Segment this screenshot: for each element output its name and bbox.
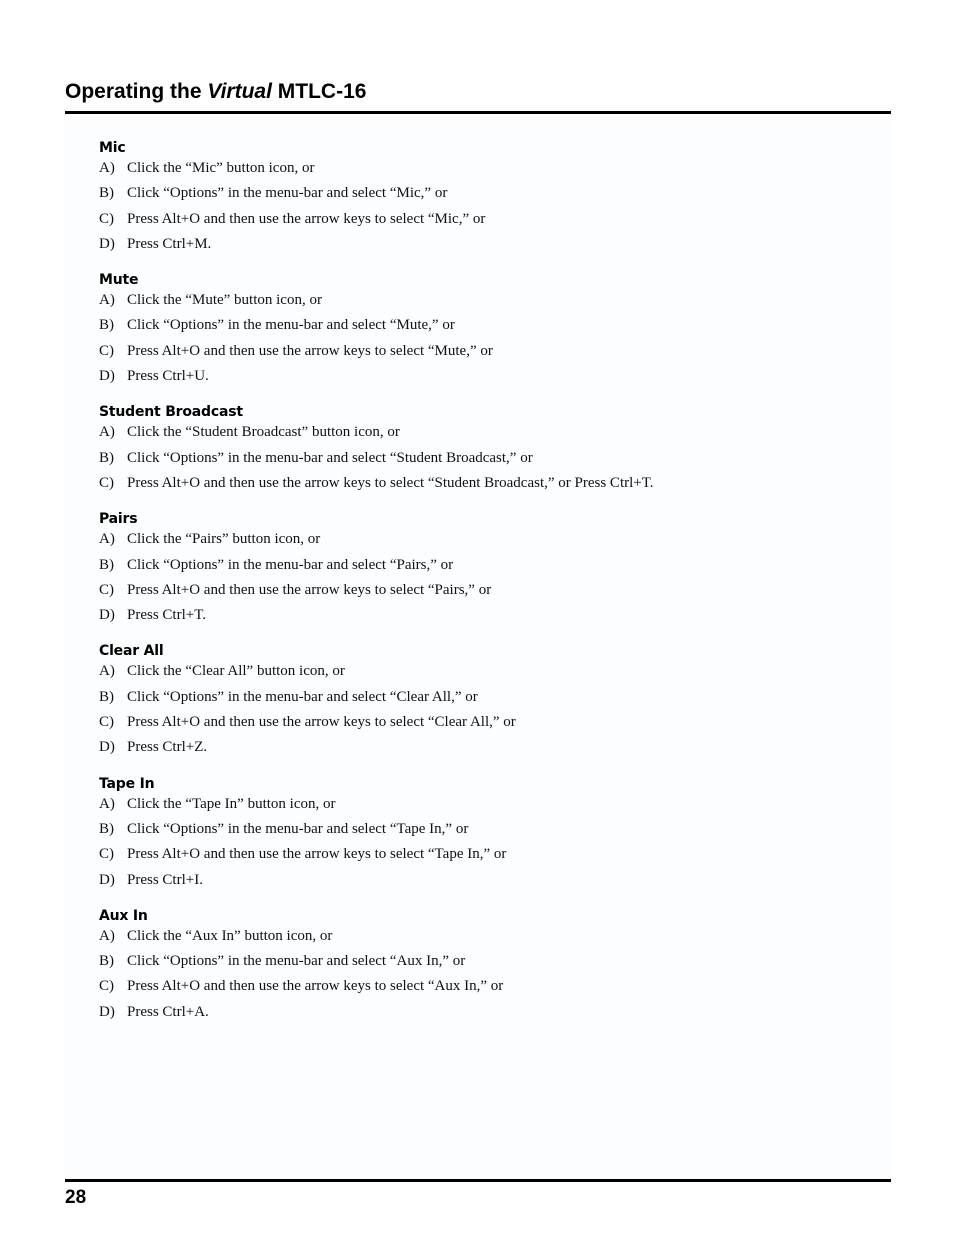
- item-text: Click the “Student Broadcast” button icon, or: [127, 424, 400, 441]
- item-text: Click the “Pairs” button icon, or: [127, 531, 321, 548]
- list-item: [99, 688, 879, 713]
- section-title: Tape In: [99, 775, 155, 792]
- item-marker: D): [99, 1003, 115, 1020]
- list-item: [99, 977, 879, 1002]
- section-aux-in: [99, 907, 879, 1028]
- page-number: 28: [65, 1187, 87, 1208]
- item-marker: D): [99, 607, 115, 624]
- item-text: Click “Options” in the menu-bar and select “Clear All,” or: [127, 688, 478, 705]
- item-text: Click the “Tape In” button icon, or: [127, 795, 336, 812]
- item-marker: B): [99, 556, 114, 573]
- page-title-suffix: MTLC-16: [271, 80, 367, 103]
- list-item: [99, 291, 879, 316]
- list-item: [99, 210, 879, 235]
- item-marker: D): [99, 871, 115, 888]
- item-marker: B): [99, 953, 114, 970]
- list-item: [99, 820, 879, 845]
- item-text: Press Alt+O and then use the arrow keys to select “Student Broadcast,” or Press Ctrl+T.: [127, 474, 654, 491]
- page-title: [65, 78, 891, 106]
- list-item: [99, 316, 879, 341]
- section-title: Student Broadcast: [99, 404, 243, 421]
- list-item: [99, 845, 879, 870]
- item-text: Click the “Aux In” button icon, or: [127, 927, 333, 944]
- item-marker: A): [99, 292, 115, 309]
- item-marker: B): [99, 185, 114, 202]
- list-item: [99, 713, 879, 738]
- list-item: [99, 606, 879, 631]
- list-item: [99, 662, 879, 687]
- page-title-prefix: Operating the: [65, 80, 208, 103]
- list-item: [99, 927, 879, 952]
- list-item: [99, 952, 879, 977]
- item-text: Click “Options” in the menu-bar and select “Mic,” or: [127, 185, 448, 202]
- item-text: Click the “Mute” button icon, or: [127, 292, 322, 309]
- item-text: Press Alt+O and then use the arrow keys to select “Tape In,” or: [127, 846, 507, 863]
- item-marker: C): [99, 978, 114, 995]
- item-marker: A): [99, 160, 115, 176]
- item-text: Press Ctrl+M.: [127, 235, 212, 252]
- list-item: [99, 235, 879, 260]
- item-marker: C): [99, 714, 114, 731]
- item-marker: C): [99, 846, 114, 863]
- section-title: Clear All: [99, 643, 164, 660]
- list-item: [99, 1003, 879, 1028]
- item-text: Click “Options” in the menu-bar and select “Aux In,” or: [127, 953, 466, 970]
- item-marker: D): [99, 235, 115, 252]
- item-text: Click “Options” in the menu-bar and select “Pairs,” or: [127, 556, 454, 573]
- item-text: Click “Options” in the menu-bar and select “Tape In,” or: [127, 820, 469, 837]
- list-item: [99, 367, 879, 392]
- item-marker: A): [99, 795, 115, 812]
- section-mute: [99, 271, 879, 392]
- item-text: Click the “Mic” button icon, or: [127, 160, 315, 176]
- section-title: Mute: [99, 272, 139, 289]
- item-marker: A): [99, 663, 115, 680]
- section-clear-all: [99, 642, 879, 763]
- page-header: [65, 78, 891, 114]
- item-text: Click “Options” in the menu-bar and select “Mute,” or: [127, 317, 455, 334]
- list-item: [99, 184, 879, 209]
- section-pairs: [99, 510, 879, 631]
- item-text: Click “Options” in the menu-bar and select “Student Broadcast,” or: [127, 449, 533, 466]
- list-item: [99, 342, 879, 367]
- content-panel: [65, 117, 891, 1179]
- item-marker: B): [99, 820, 114, 837]
- section-mic: [99, 139, 879, 260]
- section-title: Aux In: [99, 907, 148, 924]
- page-footer: [65, 1179, 891, 1210]
- item-marker: D): [99, 739, 115, 756]
- section-tape-in: [99, 775, 879, 896]
- item-text: Press Alt+O and then use the arrow keys to select “Mic,” or: [127, 210, 486, 227]
- item-marker: C): [99, 210, 114, 227]
- list-item: [99, 159, 879, 184]
- item-text: Press Alt+O and then use the arrow keys to select “Pairs,” or: [127, 581, 492, 598]
- item-text: Press Ctrl+I.: [127, 871, 203, 888]
- item-marker: C): [99, 581, 114, 598]
- list-item: [99, 474, 879, 499]
- list-item: [99, 581, 879, 606]
- section-title: Pairs: [99, 511, 138, 528]
- item-marker: C): [99, 342, 114, 359]
- item-text: Press Alt+O and then use the arrow keys to select “Clear All,” or: [127, 714, 516, 731]
- list-item: [99, 530, 879, 555]
- page-title-italic: Virtual: [207, 80, 272, 103]
- item-text: Press Alt+O and then use the arrow keys to select “Aux In,” or: [127, 978, 504, 995]
- item-text: Press Alt+O and then use the arrow keys to select “Mute,” or: [127, 342, 493, 359]
- sections-list: [99, 139, 879, 1039]
- list-item: [99, 871, 879, 896]
- item-marker: C): [99, 474, 114, 491]
- item-marker: A): [99, 927, 115, 944]
- item-text: Click the “Clear All” button icon, or: [127, 663, 345, 680]
- list-item: [99, 556, 879, 581]
- item-text: Press Ctrl+U.: [127, 368, 209, 385]
- item-marker: D): [99, 368, 115, 385]
- item-marker: B): [99, 317, 114, 334]
- item-text: Press Ctrl+Z.: [127, 739, 208, 756]
- section-title: Mic: [99, 140, 126, 156]
- item-text: Press Ctrl+A.: [127, 1003, 209, 1020]
- item-text: Press Ctrl+T.: [127, 607, 207, 624]
- list-item: [99, 795, 879, 820]
- list-item: [99, 423, 879, 448]
- item-marker: A): [99, 531, 115, 548]
- list-item: [99, 449, 879, 474]
- item-marker: A): [99, 424, 115, 441]
- section-student-broadcast: [99, 403, 879, 499]
- item-marker: B): [99, 688, 114, 705]
- item-marker: B): [99, 449, 114, 466]
- list-item: [99, 738, 879, 763]
